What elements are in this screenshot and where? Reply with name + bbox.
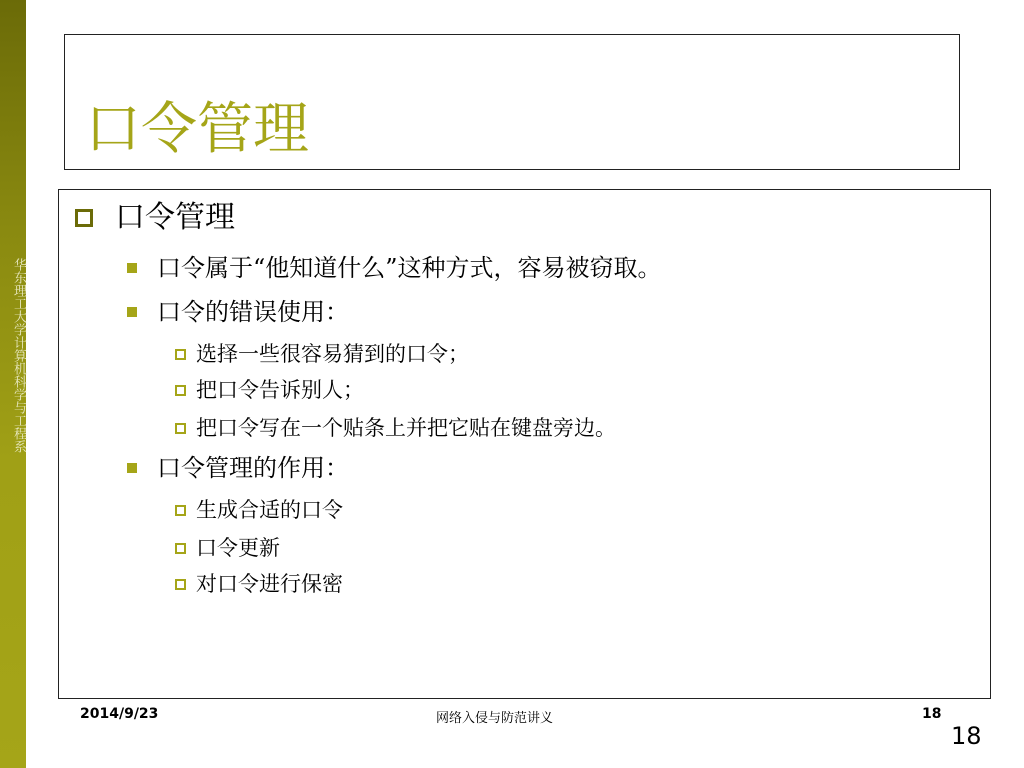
bullet-text: 口令管理 bbox=[115, 200, 235, 235]
bullet-level3 bbox=[175, 376, 364, 404]
bullet-text: 口令的错误使用： bbox=[157, 298, 349, 326]
bullet-text: 生成合适的口令 bbox=[196, 498, 343, 522]
footer-date: 2014/9/23 bbox=[80, 706, 159, 722]
filled-square-bullet-icon bbox=[127, 463, 137, 473]
bullet-level2 bbox=[127, 296, 349, 328]
content-box bbox=[58, 189, 991, 699]
bullet-text: 把口令告诉别人； bbox=[196, 378, 364, 402]
filled-square-bullet-icon bbox=[127, 307, 137, 317]
hollow-square-bullet-icon bbox=[175, 579, 186, 590]
hollow-square-bullet-icon bbox=[175, 385, 186, 396]
hollow-square-bullet-icon bbox=[175, 423, 186, 434]
title-box bbox=[64, 34, 960, 170]
footer-course-title: 网络入侵与防范讲义 bbox=[436, 711, 554, 726]
bullet-level2 bbox=[127, 452, 349, 484]
bullet-level1 bbox=[75, 200, 235, 236]
filled-square-bullet-icon bbox=[127, 263, 137, 273]
bullet-text: 把口令写在一个贴条上并把它贴在键盘旁边。 bbox=[196, 416, 616, 440]
bullet-level3 bbox=[175, 496, 343, 524]
bullet-level3 bbox=[175, 534, 280, 562]
bullet-text: 口令更新 bbox=[196, 536, 280, 560]
bullet-level2 bbox=[127, 252, 662, 284]
bullet-text: 口令属于“他知道什么”这种方式，容易被窃取。 bbox=[157, 254, 662, 282]
bullet-text: 选择一些很容易猜到的口令； bbox=[196, 342, 469, 366]
bullet-text: 口令管理的作用： bbox=[157, 454, 349, 482]
footer-slide-number: 18 bbox=[922, 706, 942, 722]
hollow-square-bullet-icon bbox=[175, 543, 186, 554]
bullet-level3 bbox=[175, 570, 343, 598]
bullet-text: 对口令进行保密 bbox=[196, 572, 343, 596]
hollow-square-bullet-icon bbox=[175, 349, 186, 360]
bullet-level3 bbox=[175, 414, 616, 442]
bullet-level3 bbox=[175, 340, 469, 368]
hollow-square-bullet-icon bbox=[75, 209, 93, 227]
page-number: 18 bbox=[951, 722, 982, 750]
sidebar-department-text: 华东理工大学计算机科学与工程系 bbox=[11, 258, 26, 453]
sidebar bbox=[0, 0, 26, 768]
hollow-square-bullet-icon bbox=[175, 505, 186, 516]
slide-title: 口令管理 bbox=[85, 97, 309, 162]
